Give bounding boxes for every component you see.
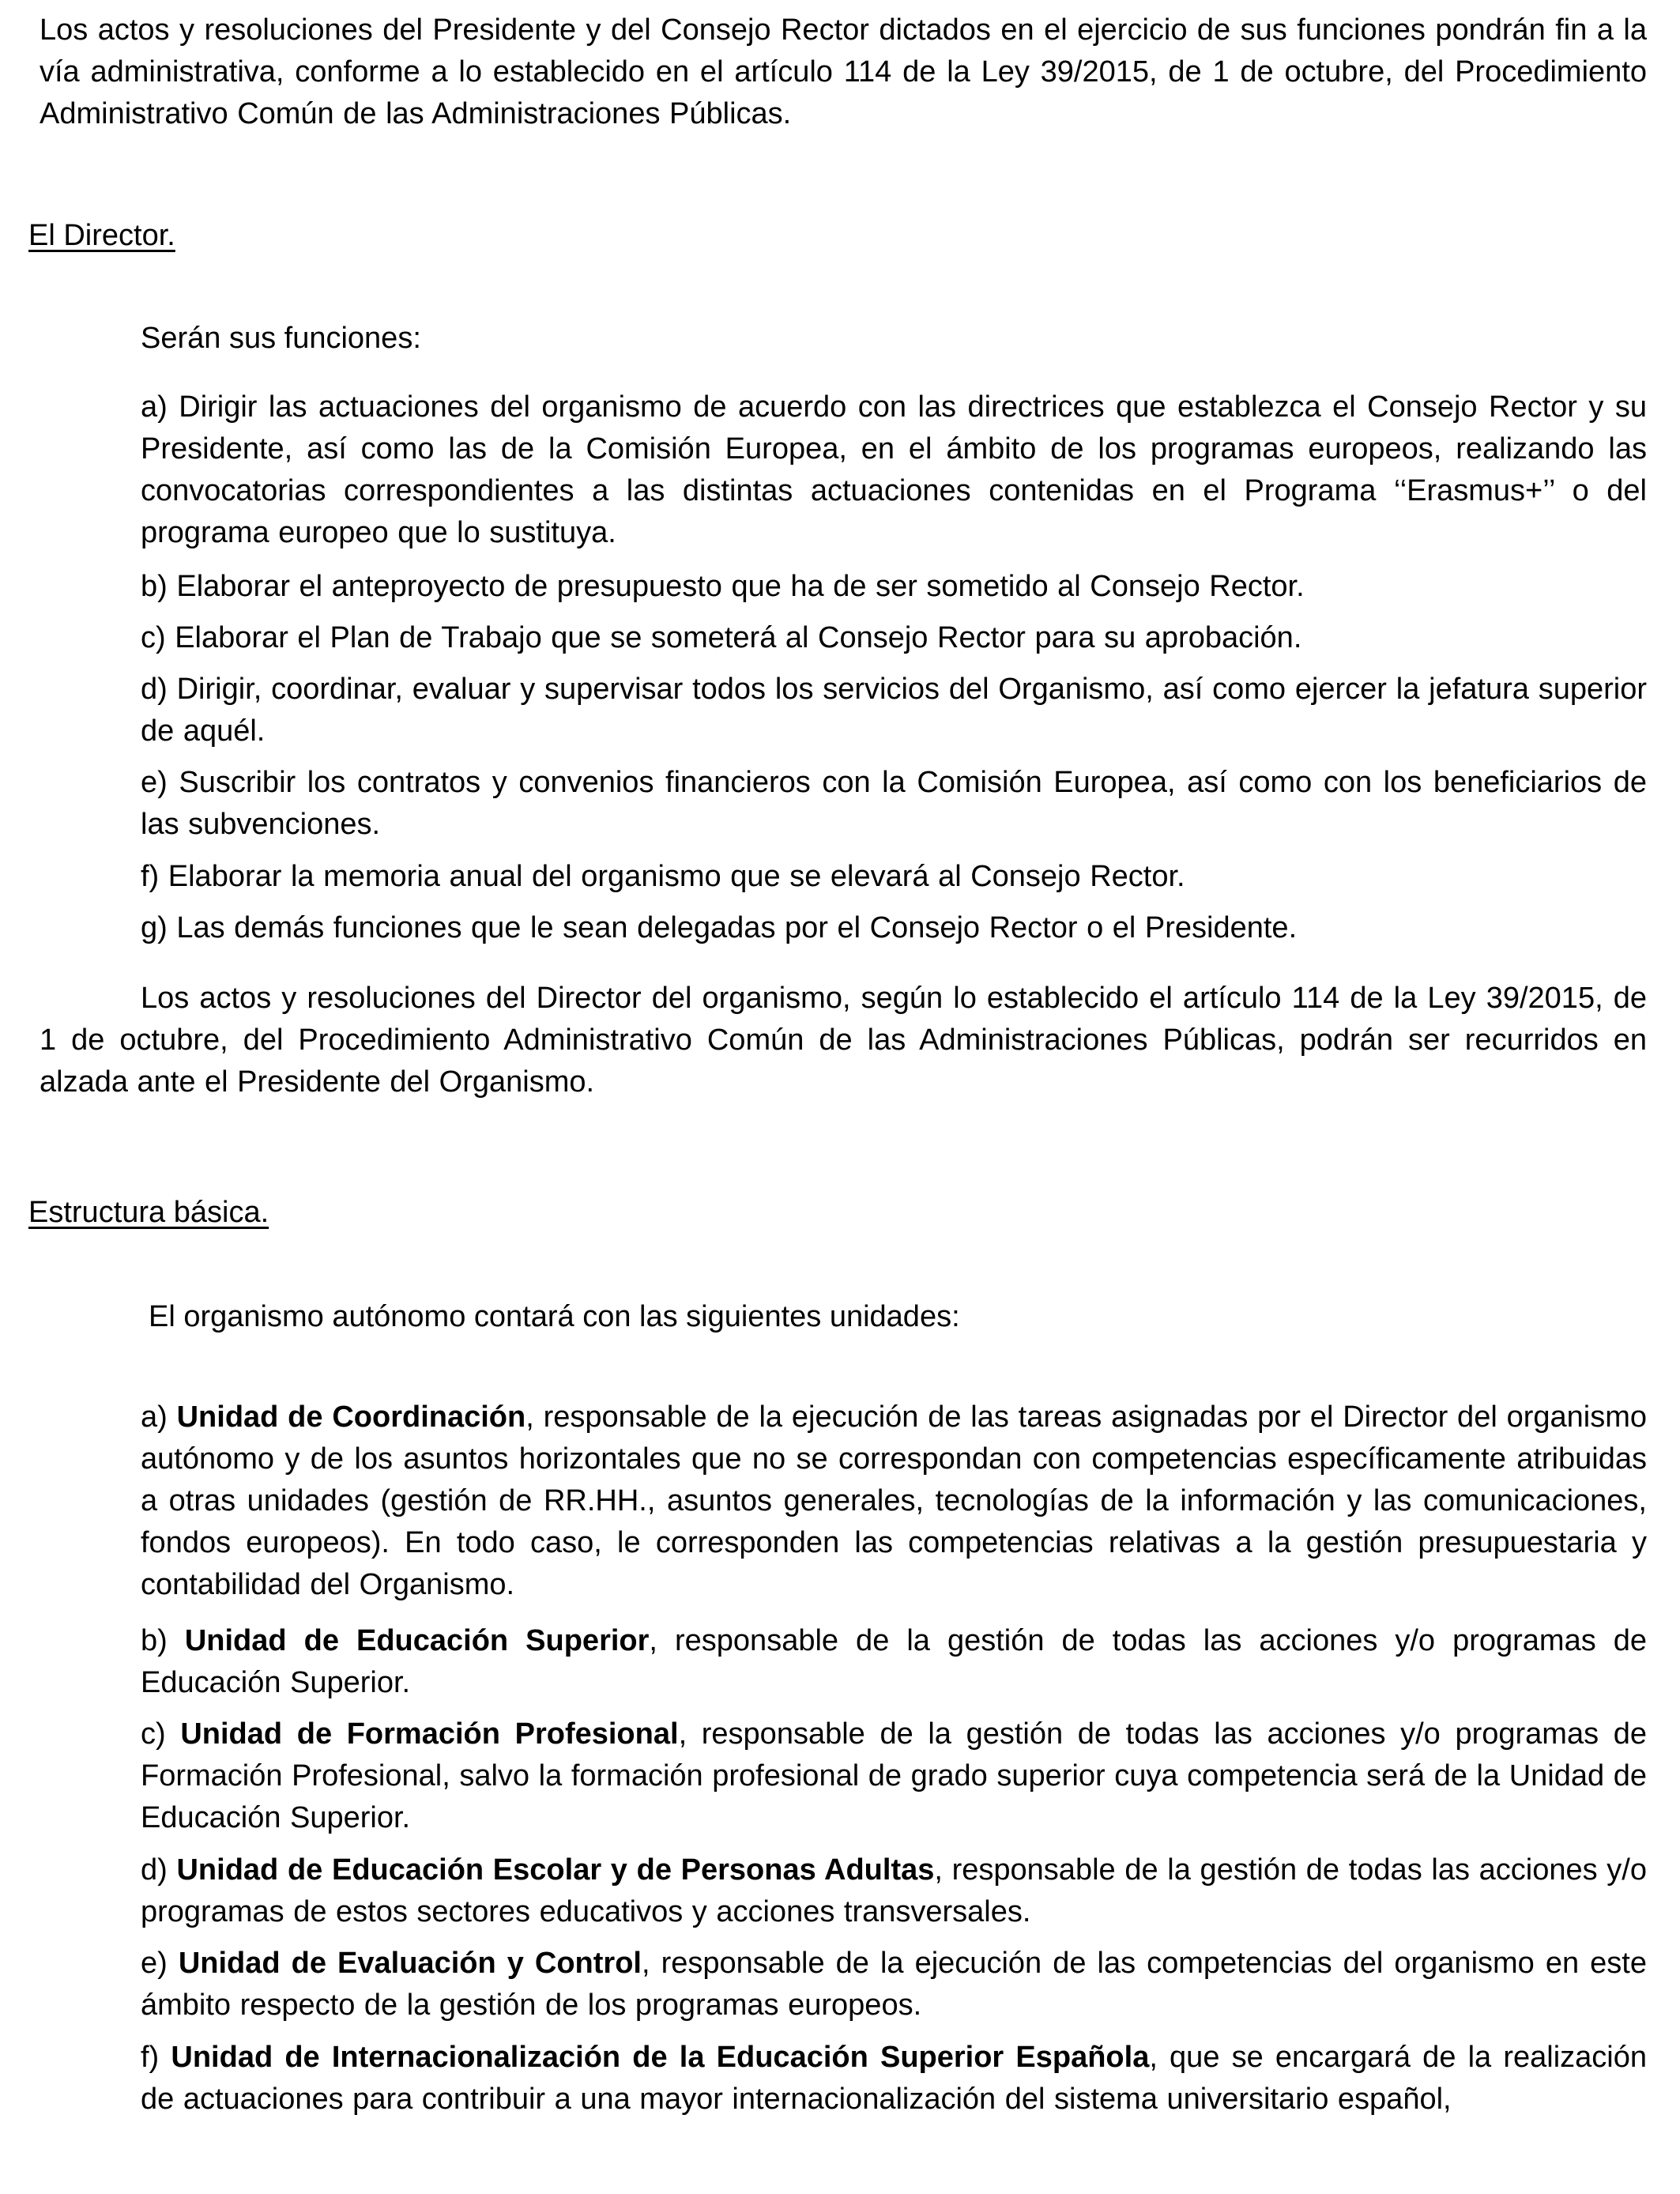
unit-item-f [141,2037,1647,2120]
director-function-item-f: f) Elaborar la memoria anual del organismo que se elevará al Consejo Rector. [141,860,1185,893]
section-heading-estructura: Estructura básica. [28,1196,269,1229]
director-function-item-d: d) Dirigir, coordinar, evaluar y supervisar todos los servicios del Organismo, así como ejercer la jefatura superior de aquél. [141,673,1647,748]
unit-name: Unidad de Formación Profesional [180,1717,679,1751]
unit-description: , que se encargará de la realización de actuaciones para contribuir a una mayor internacionalización del sistema universitario español, [141,2041,1648,2116]
unit-name: Unidad de Educación Escolar y de Personas Adultas [176,1853,935,1887]
director-closing-paragraph: Los actos y resoluciones del Director del organismo, según lo establecido el artículo 114 de la Ley 39/2015, de 1 de octubre, del Procedimiento Administrativo Común de las Administraciones Públicas, podrán ser recurridos en alzada ante el Presidente del Organismo. [40,982,1647,1099]
unit-item-b [141,1620,1647,1704]
unit-description: , responsable de la gestión de todas las acciones y/o programas de estos sectores educativos y acciones transversales. [141,1853,1647,1928]
director-function-item-g: g) Las demás funciones que le sean delegadas por el Consejo Rector o el Presidente. [141,911,1298,944]
director-function-item-b: b) Elaborar el anteproyecto de presupuesto que ha de ser sometido al Consejo Rector. [141,570,1305,603]
unit-letter: c) [141,1717,166,1751]
unit-letter: b) [141,1624,168,1657]
unit-letter: d) [141,1853,168,1887]
unit-item-c [141,1713,1647,1839]
unit-item-e [141,1943,1647,2026]
unit-letter: a) [141,1400,168,1434]
unit-letter: f) [141,2041,160,2074]
director-function-item-e: e) Suscribir los contratos y convenios financieros con la Comisión Europea, así como con los beneficiarios de las subvenciones. [141,766,1647,841]
director-function-item-a: a) Dirigir las actuaciones del organismo de acuerdo con las directrices que establezca el Consejo Rector y su Presidente, así como las de la Comisión Europea, en el ámbito de los programas europeos, realizando las convocatorias correspondientes a las distintas actuaciones contenidas en el Programa ‘‘Erasmus+’’ o del programa europeo que lo sustituya. [141,390,1647,549]
unit-description: , responsable de la gestión de todas las acciones y/o programas de Formación Profesional, salvo la formación profesional de grado superior cuya competencia será de la Unidad de Educación Superior. [141,1717,1647,1834]
unit-description: , responsable de la gestión de todas las acciones y/o programas de Educación Superior. [141,1624,1647,1699]
intro-paragraph: Los actos y resoluciones del Presidente y del Consejo Rector dictados en el ejercicio de sus funciones pondrán fin a la vía administrativa, conforme a lo establecido en el artículo 114 de la Ley 39/2015, de 1 de octubre, del Procedimiento Administrativo Común de las Administraciones Públicas. [40,13,1647,130]
unit-name: Unidad de Internacionalización de la Educación Superior Española [171,2041,1150,2074]
unit-name: Unidad de Educación Superior [184,1624,650,1657]
unit-name: Unidad de Coordinación [176,1400,526,1434]
director-functions-intro: Serán sus funciones: [141,322,421,355]
unit-description: , responsable de la ejecución de las competencias del organismo en este ámbito respecto de la gestión de los programas europeos. [141,1947,1647,2022]
estructura-units-intro: El organismo autónomo contará con las siguientes unidades: [149,1300,960,1333]
unit-description: , responsable de la ejecución de las tareas asignadas por el Director del organismo autónomo y de los asuntos horizontales que no se correspondan con competencias específicamente atribuidas a otras unidades (gestión de RR.HH., asuntos generales, tecnologías de la información y las comunicaciones, fondos europeos). En todo caso, le corresponden las competencias relativas a la gestión presupuestaria y contabilidad del Organismo. [141,1400,1647,1601]
unit-letter: e) [141,1947,168,1980]
unit-item-d [141,1849,1647,1933]
unit-item-a [141,1397,1647,1606]
director-function-item-c: c) Elaborar el Plan de Trabajo que se someterá al Consejo Rector para su aprobación. [141,621,1302,654]
unit-name: Unidad de Evaluación y Control [178,1947,642,1980]
section-heading-director: El Director. [28,219,175,252]
